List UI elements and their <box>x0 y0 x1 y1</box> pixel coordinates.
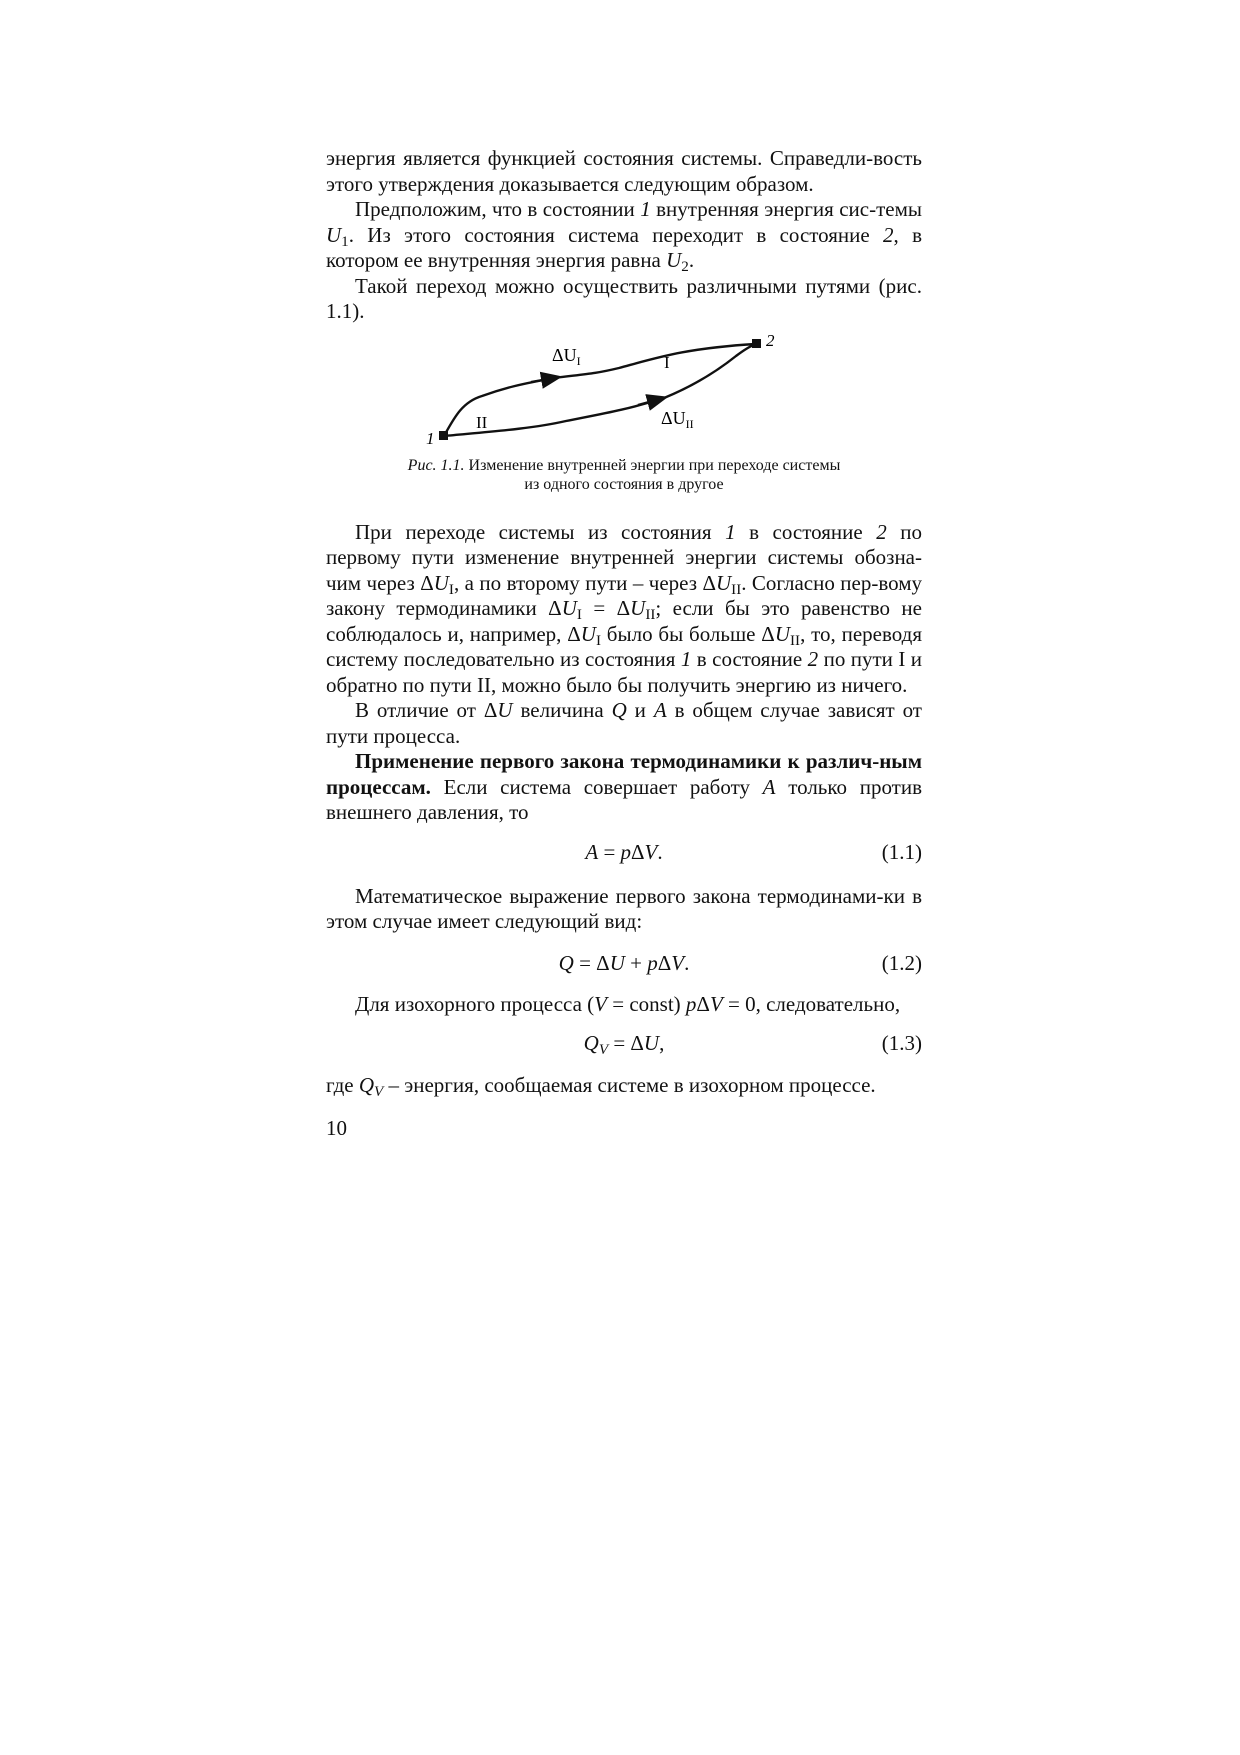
path-I-arrow <box>531 378 554 382</box>
label-point-2: 2 <box>766 331 775 350</box>
point-2-marker <box>752 339 761 348</box>
label-dU-I: $\Delta U_I$ <box>552 344 581 368</box>
paragraph-3: Такой переход можно осуществить различными путями (рис. 1.1). <box>326 273 922 323</box>
paragraph-2: Предположим, что в состоянии 1 внутренняя энергия сис-темы $U_1$. Из этого состояния система переходит в состояние 2, в котором ее внутренняя энергия равна $U_2$. <box>326 197 923 276</box>
equation-1-1: A = pΔV. (1.1) <box>585 839 922 864</box>
energy-path-diagram <box>326 332 922 454</box>
paragraph-1: энергия является функцией состояния системы. Справедли-вость этого утверждения доказывается следующим образом. <box>326 146 922 196</box>
equation-number-1-2: (1.2) <box>881 950 922 975</box>
paragraph-8: Для изохорного процесса (V = const) pΔV = 0, следовательно, <box>355 991 901 1016</box>
point-1-marker <box>439 431 448 440</box>
label-region-II: II <box>476 412 488 432</box>
paragraph-5: В отличие от ΔU величина Q и A в общем случае зависят от пути процесса. <box>326 698 922 748</box>
path-II-arrow <box>638 399 660 405</box>
equation-1-3: $Q_V = \Delta U$, (1.3) <box>583 1031 922 1059</box>
page-content <box>326 146 922 1141</box>
equation-number-1-3: (1.3) <box>881 1031 922 1055</box>
path-I-curve <box>444 344 756 436</box>
figure-caption: Рис. 1.1. Изменение внутренней энергии при переходе системы из одного состояния в другое <box>407 456 841 493</box>
label-point-1: 1 <box>426 428 435 448</box>
path-II-curve <box>444 344 756 436</box>
paragraph-6: Применение первого закона термодинамики к различ-ным процессам. Если система совершает работу A только против внешнего давления, то <box>326 749 923 824</box>
paragraph-9: где $Q_V$ – энергия, сообщаемая системе в изохорном процессе. <box>326 1073 876 1101</box>
paragraph-4: При переходе системы из состояния 1 в состояние 2 по первому пути изменение внутренней энергии системы обозна-чим через $\Delta U_I$, а по второму пути – через $\Delta U_{II}$. Согласно пер-вому закону термодинамики $\Delta U_I = \Delta U_{II}$; если бы это равенство не соблюдалось и, например, $\Delta U_I$ было бы больше $\Delta U_{II}$, то, переводя систему последовательно из состояния 1 в состояние 2 по пути I и обратно по пути II, можно было бы получить энергию из ничего. <box>326 519 922 697</box>
page-number: 10 <box>326 1115 347 1140</box>
paragraph-7: Математическое выражение первого закона термодинами-ки в этом случае имеет следующий вид: <box>326 883 922 933</box>
figure-1-1 <box>326 332 922 454</box>
label-dU-II: $\Delta U_{II}$ <box>661 407 694 431</box>
equation-number-1-1: (1.1) <box>881 839 922 864</box>
equation-1-2: Q = ΔU + pΔV. (1.2) <box>558 950 922 975</box>
label-region-I: I <box>664 352 670 372</box>
